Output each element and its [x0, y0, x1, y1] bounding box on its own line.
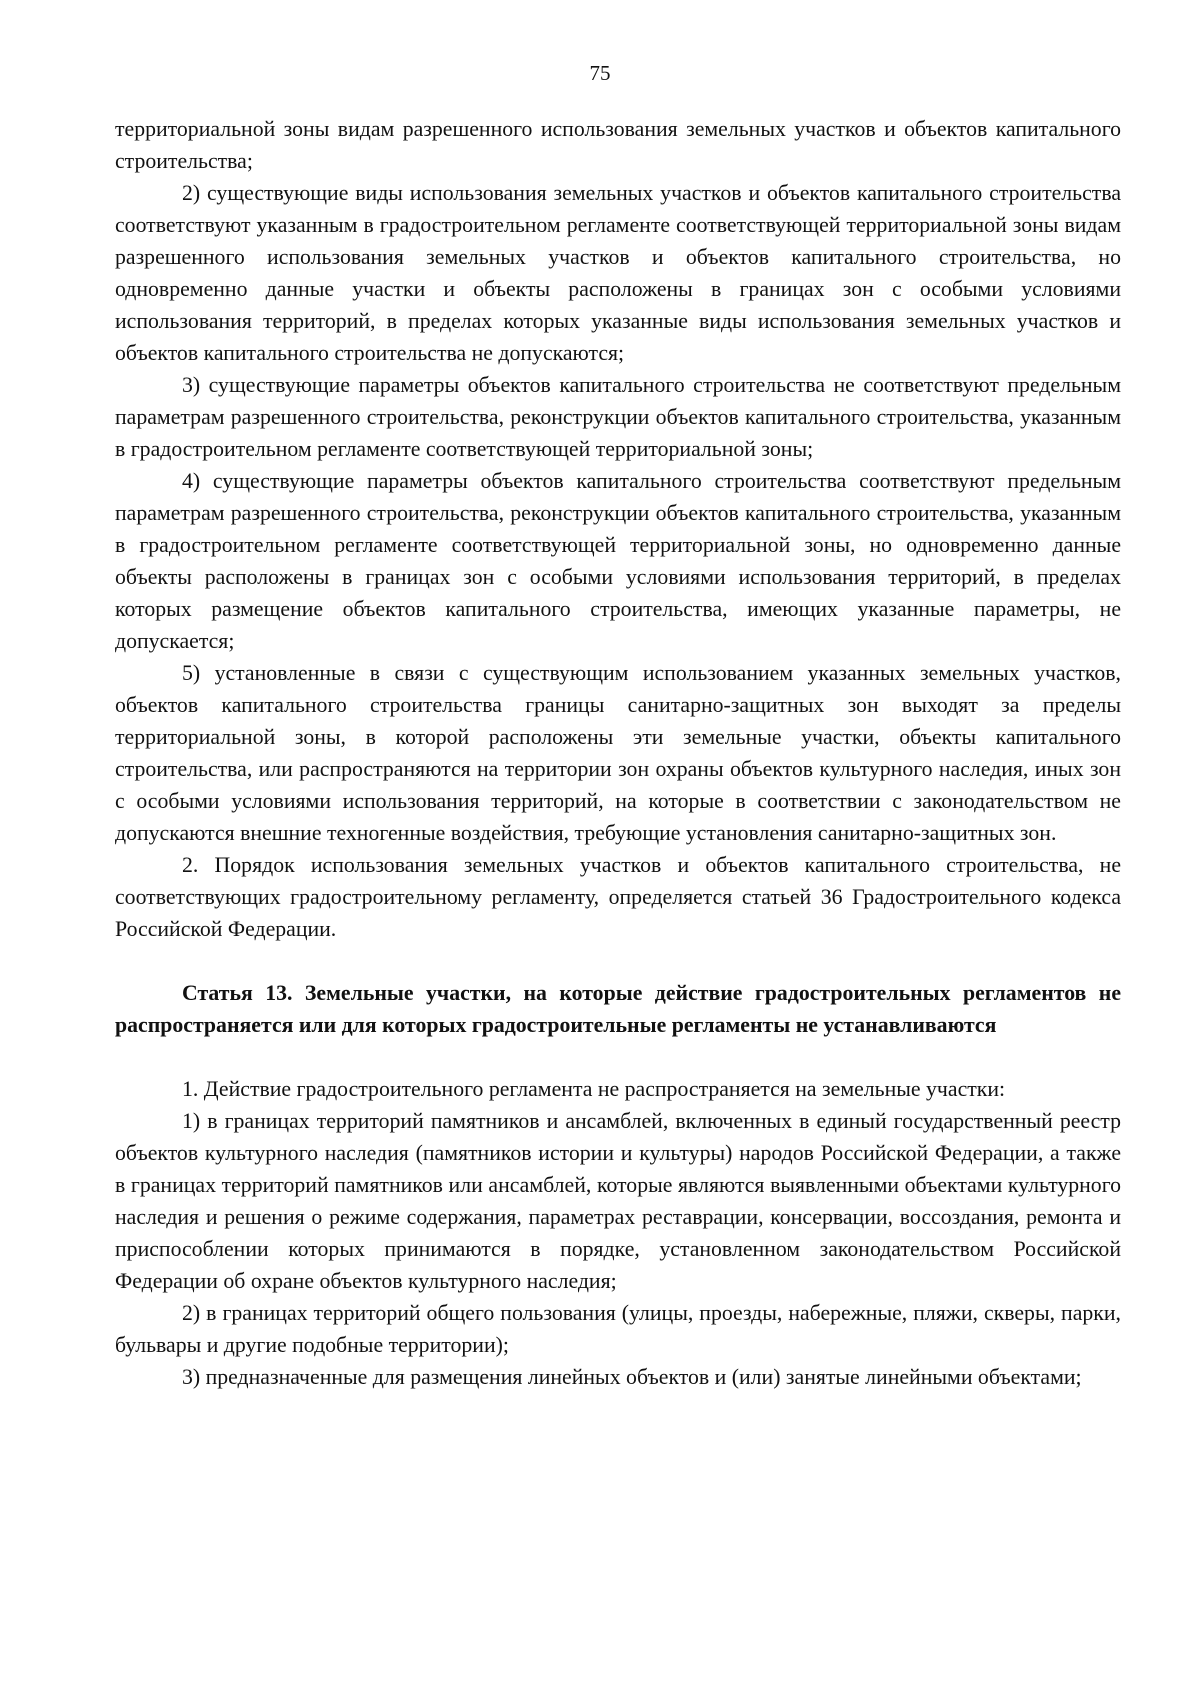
list-item-2: 2) в границах территорий общего пользования (улицы, проезды, набережные, пляжи, скверы, парки, бульвары и другие подобные территории); [115, 1301, 1121, 1357]
list-item-5: 5) установленные в связи с существующим использованием указанных земельных участков, объектов капитального строительства границы санитарно-защитных зон выходят за пределы территориальной зоны, в которой расположены эти земельные участки, объекты капитального строительства, или распространяются на территории зон охраны объектов культурного наследия, иных зон с особыми условиями использования территорий, на которые в соответствии с законодательством не допускаются внешние техногенные воздействия, требующие установления санитарно-защитных зон. [115, 661, 1121, 845]
list-item-3: 3) существующие параметры объектов капитального строительства не соответствуют предельным параметрам разрешенного строительства, реконструкции объектов капитального строительства, указанным в градостроительном регламенте соответствующей территориальной зоны; [115, 373, 1121, 461]
list-item-4: 4) существующие параметры объектов капитального строительства соответствуют предельным параметрам разрешенного строительства, реконструкции объектов капитального строительства, указанным в градостроительном регламенте соответствующей территориальной зоны, но одновременно данные объекты расположены в границах зон с особыми условиями использования территорий, в пределах которых размещение объектов капитального строительства, имеющих указанные параметры, не допускается; [115, 469, 1121, 653]
list-item-3: 3) предназначенные для размещения линейных объектов и (или) занятые линейными объектами; [182, 1365, 1082, 1389]
page-body [115, 113, 1121, 1393]
list-item-1: 1) в границах территорий памятников и ансамблей, включенных в единый государственный реестр объектов культурного наследия (памятников истории и культуры) народов Российской Федерации, а также в границах территорий памятников или ансамблей, которые являются выявленными объектами культурного наследия и решения о режиме содержания, параметрах реставрации, консервации, воссоздания, ремонта и приспособлении которых принимаются в порядке, установленном законодательством Российской Федерации об охране объектов культурного наследия; [115, 1109, 1121, 1293]
article-13-heading: Статья 13. Земельные участки, на которые действие градостроительных регламентов не распространяется или для которых градостроительные регламенты не устанавливаются [115, 981, 1121, 1037]
paragraph-continuation: территориальной зоны видам разрешенного использования земельных участков и объектов капитального строительства; [115, 117, 1121, 173]
clause-1-paragraph: 1. Действие градостроительного регламента не распространяется на земельные участки: [182, 1077, 1006, 1101]
clause-2-paragraph: 2. Порядок использования земельных участков и объектов капитального строительства, не соответствующих градостроительному регламенту, определяется статьей 36 Градостроительного кодекса Российской Федерации. [115, 853, 1121, 941]
page-number: 75 [589, 61, 611, 85]
list-item-2: 2) существующие виды использования земельных участков и объектов капитального строительства соответствуют указанным в градостроительном регламенте соответствующей территориальной зоны видам разрешенного использования земельных участков и объектов капитального строительства, но одновременно данные участки и объекты расположены в границах зон с особыми условиями использования территорий, в пределах которых указанные виды использования земельных участков и объектов капитального строительства не допускаются; [115, 181, 1121, 365]
